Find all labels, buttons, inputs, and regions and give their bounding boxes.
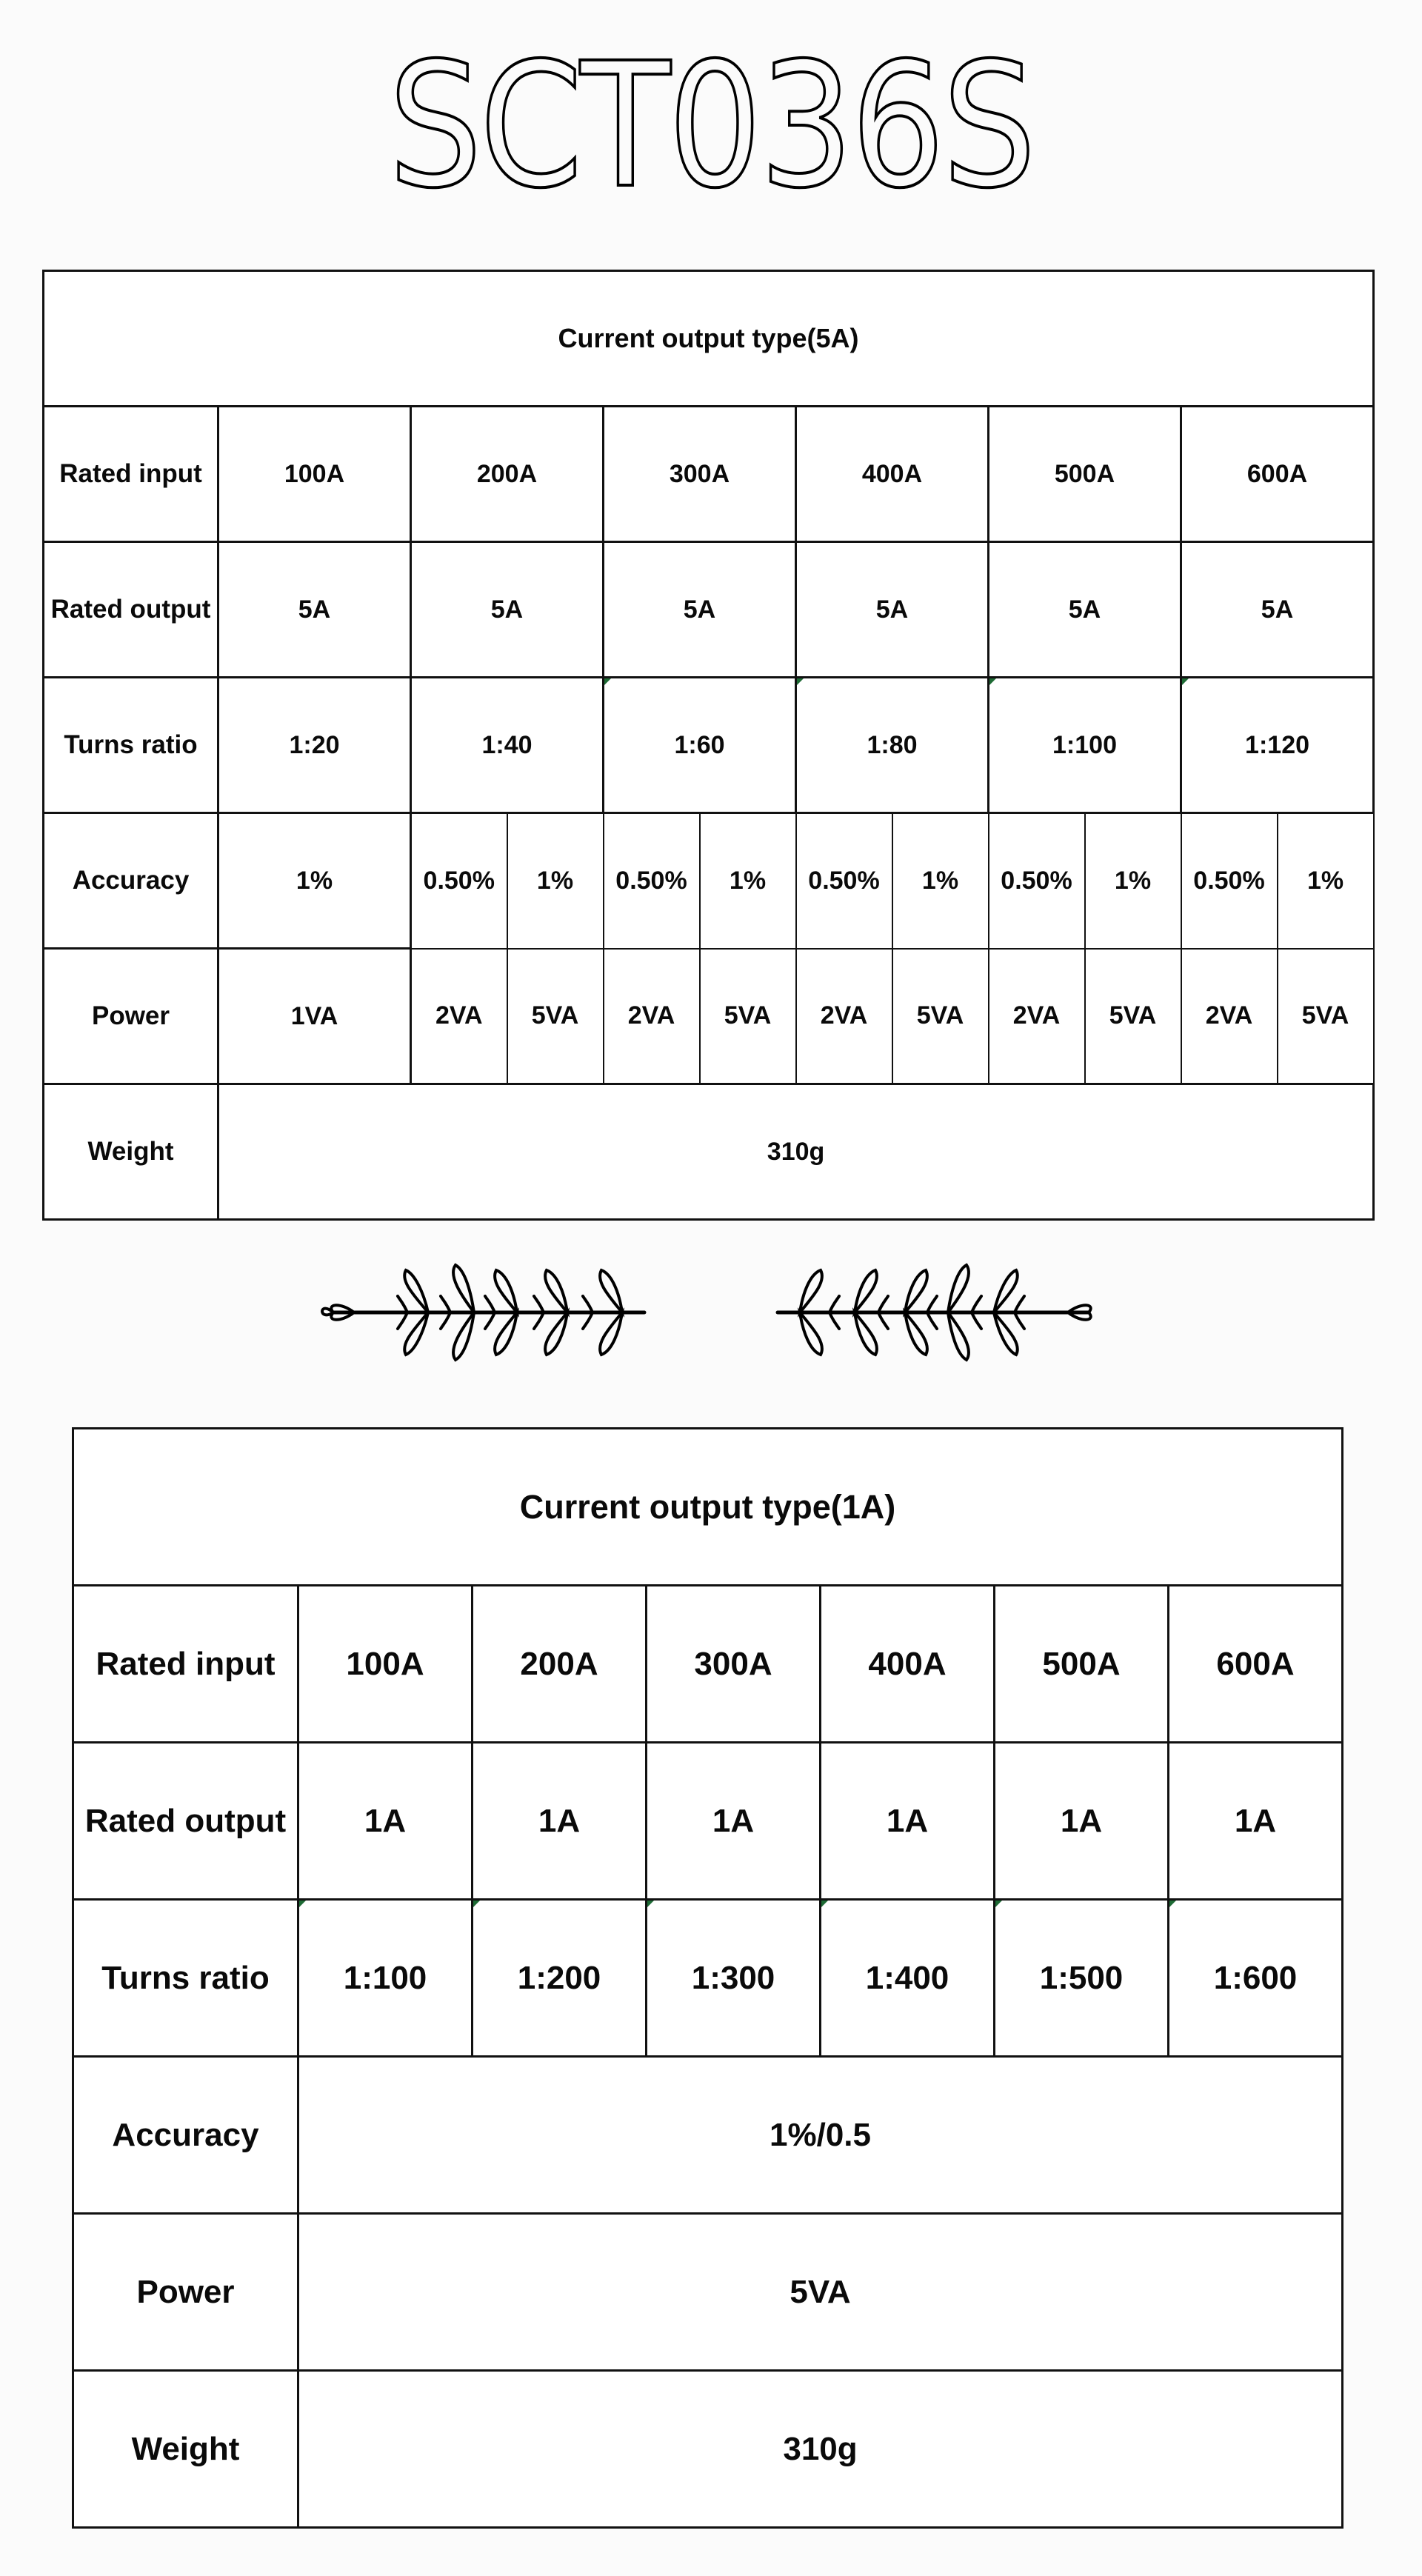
table-cell: 1VA [218,949,411,1084]
table-cell: 1:400 [821,1900,995,2057]
row-label: Power [73,2214,298,2371]
table-cell: 0.50% [411,813,507,949]
table-cell: 5VA [298,2214,1343,2371]
table-cell: 1:100 [298,1900,473,2057]
table-cell: 2VA [411,949,507,1084]
row-label: Power [44,949,218,1084]
weight-row [44,1084,1374,1220]
rated-output-row [44,542,1374,678]
table-cell: 2VA [1181,949,1278,1084]
table-cell: 5A [796,542,989,678]
accuracy-row [73,2057,1343,2214]
table-cell: 1:600 [1169,1900,1343,2057]
table-cell: 2VA [796,949,892,1084]
row-label: Rated output [73,1743,298,1900]
table-cell: 1:60 [604,678,796,813]
table-caption: Current output type(5A) [44,271,1374,407]
table-cell: 1% [1278,813,1374,949]
table-cell: 2VA [604,949,700,1084]
weight-row [73,2371,1343,2528]
row-label: Accuracy [44,813,218,949]
product-title: SCT036S [388,26,1034,226]
row-label: Rated input [44,407,218,542]
row-label: Weight [44,1084,218,1220]
table-cell: 1A [995,1743,1169,1900]
table-cell: 2VA [989,949,1085,1084]
table-cell: 1A [821,1743,995,1900]
power-row [44,949,1374,1084]
table-cell: 200A [411,407,604,542]
ornament-divider [296,1229,1126,1422]
table-cell: 300A [604,407,796,542]
table-cell: 1:500 [995,1900,1169,2057]
table-cell: 200A [473,1586,647,1743]
rated-output-row [73,1743,1343,1900]
spec-table-1a [72,1427,1343,2529]
table-cell: 1% [507,813,604,949]
table-cell: 600A [1169,1586,1343,1743]
table-cell: 400A [796,407,989,542]
table-cell: 1A [473,1743,647,1900]
table-cell: 1:80 [796,678,989,813]
rated-input-row [73,1586,1343,1743]
table-cell: 1:100 [989,678,1181,813]
row-label: Rated output [44,542,218,678]
table-caption: Current output type(1A) [73,1429,1343,1586]
table-cell: 500A [995,1586,1169,1743]
row-label: Weight [73,2371,298,2528]
table-cell: 0.50% [604,813,700,949]
table-cell: 5A [604,542,796,678]
spec-table-5a [42,270,1375,1221]
table-cell: 5A [411,542,604,678]
table-cell: 0.50% [796,813,892,949]
accuracy-row [44,813,1374,949]
rated-input-row [44,407,1374,542]
table-cell: 600A [1181,407,1374,542]
row-label: Rated input [73,1586,298,1743]
table-cell: 5VA [1278,949,1374,1084]
row-label: Turns ratio [44,678,218,813]
table-cell: 5VA [700,949,796,1084]
table-cell: 1:40 [411,678,604,813]
leaf-branch-right-icon [778,1265,1091,1360]
turns-ratio-row [73,1900,1343,2057]
table-cell: 1A [298,1743,473,1900]
table-cell: 1:120 [1181,678,1374,813]
table-cell: 300A [647,1586,821,1743]
table-cell: 5A [989,542,1181,678]
power-row [73,2214,1343,2371]
table-cell: 1A [1169,1743,1343,1900]
table-cell: 310g [298,2371,1343,2528]
table-cell: 5A [218,542,411,678]
table-cell: 5VA [507,949,604,1084]
row-label: Accuracy [73,2057,298,2214]
turns-ratio-row [44,678,1374,813]
table-cell: 500A [989,407,1181,542]
table-cell: 1:300 [647,1900,821,2057]
table-cell: 1% [700,813,796,949]
leaf-branch-left-icon [322,1265,644,1360]
table-cell: 1:200 [473,1900,647,2057]
table-cell: 1% [892,813,989,949]
table-cell: 1:20 [218,678,411,813]
table-cell: 1A [647,1743,821,1900]
table-cell: 310g [218,1084,1374,1220]
row-label: Turns ratio [73,1900,298,2057]
table-cell: 1% [1085,813,1181,949]
table-cell: 5A [1181,542,1374,678]
table-cell: 0.50% [989,813,1085,949]
caption-row [44,271,1374,407]
table-cell: 1% [218,813,411,949]
table-cell: 100A [298,1586,473,1743]
caption-row [73,1429,1343,1586]
table-cell: 5VA [1085,949,1181,1084]
table-cell: 5VA [892,949,989,1084]
table-cell: 400A [821,1586,995,1743]
table-cell: 1%/0.5 [298,2057,1343,2214]
table-cell: 0.50% [1181,813,1278,949]
table-cell: 100A [218,407,411,542]
